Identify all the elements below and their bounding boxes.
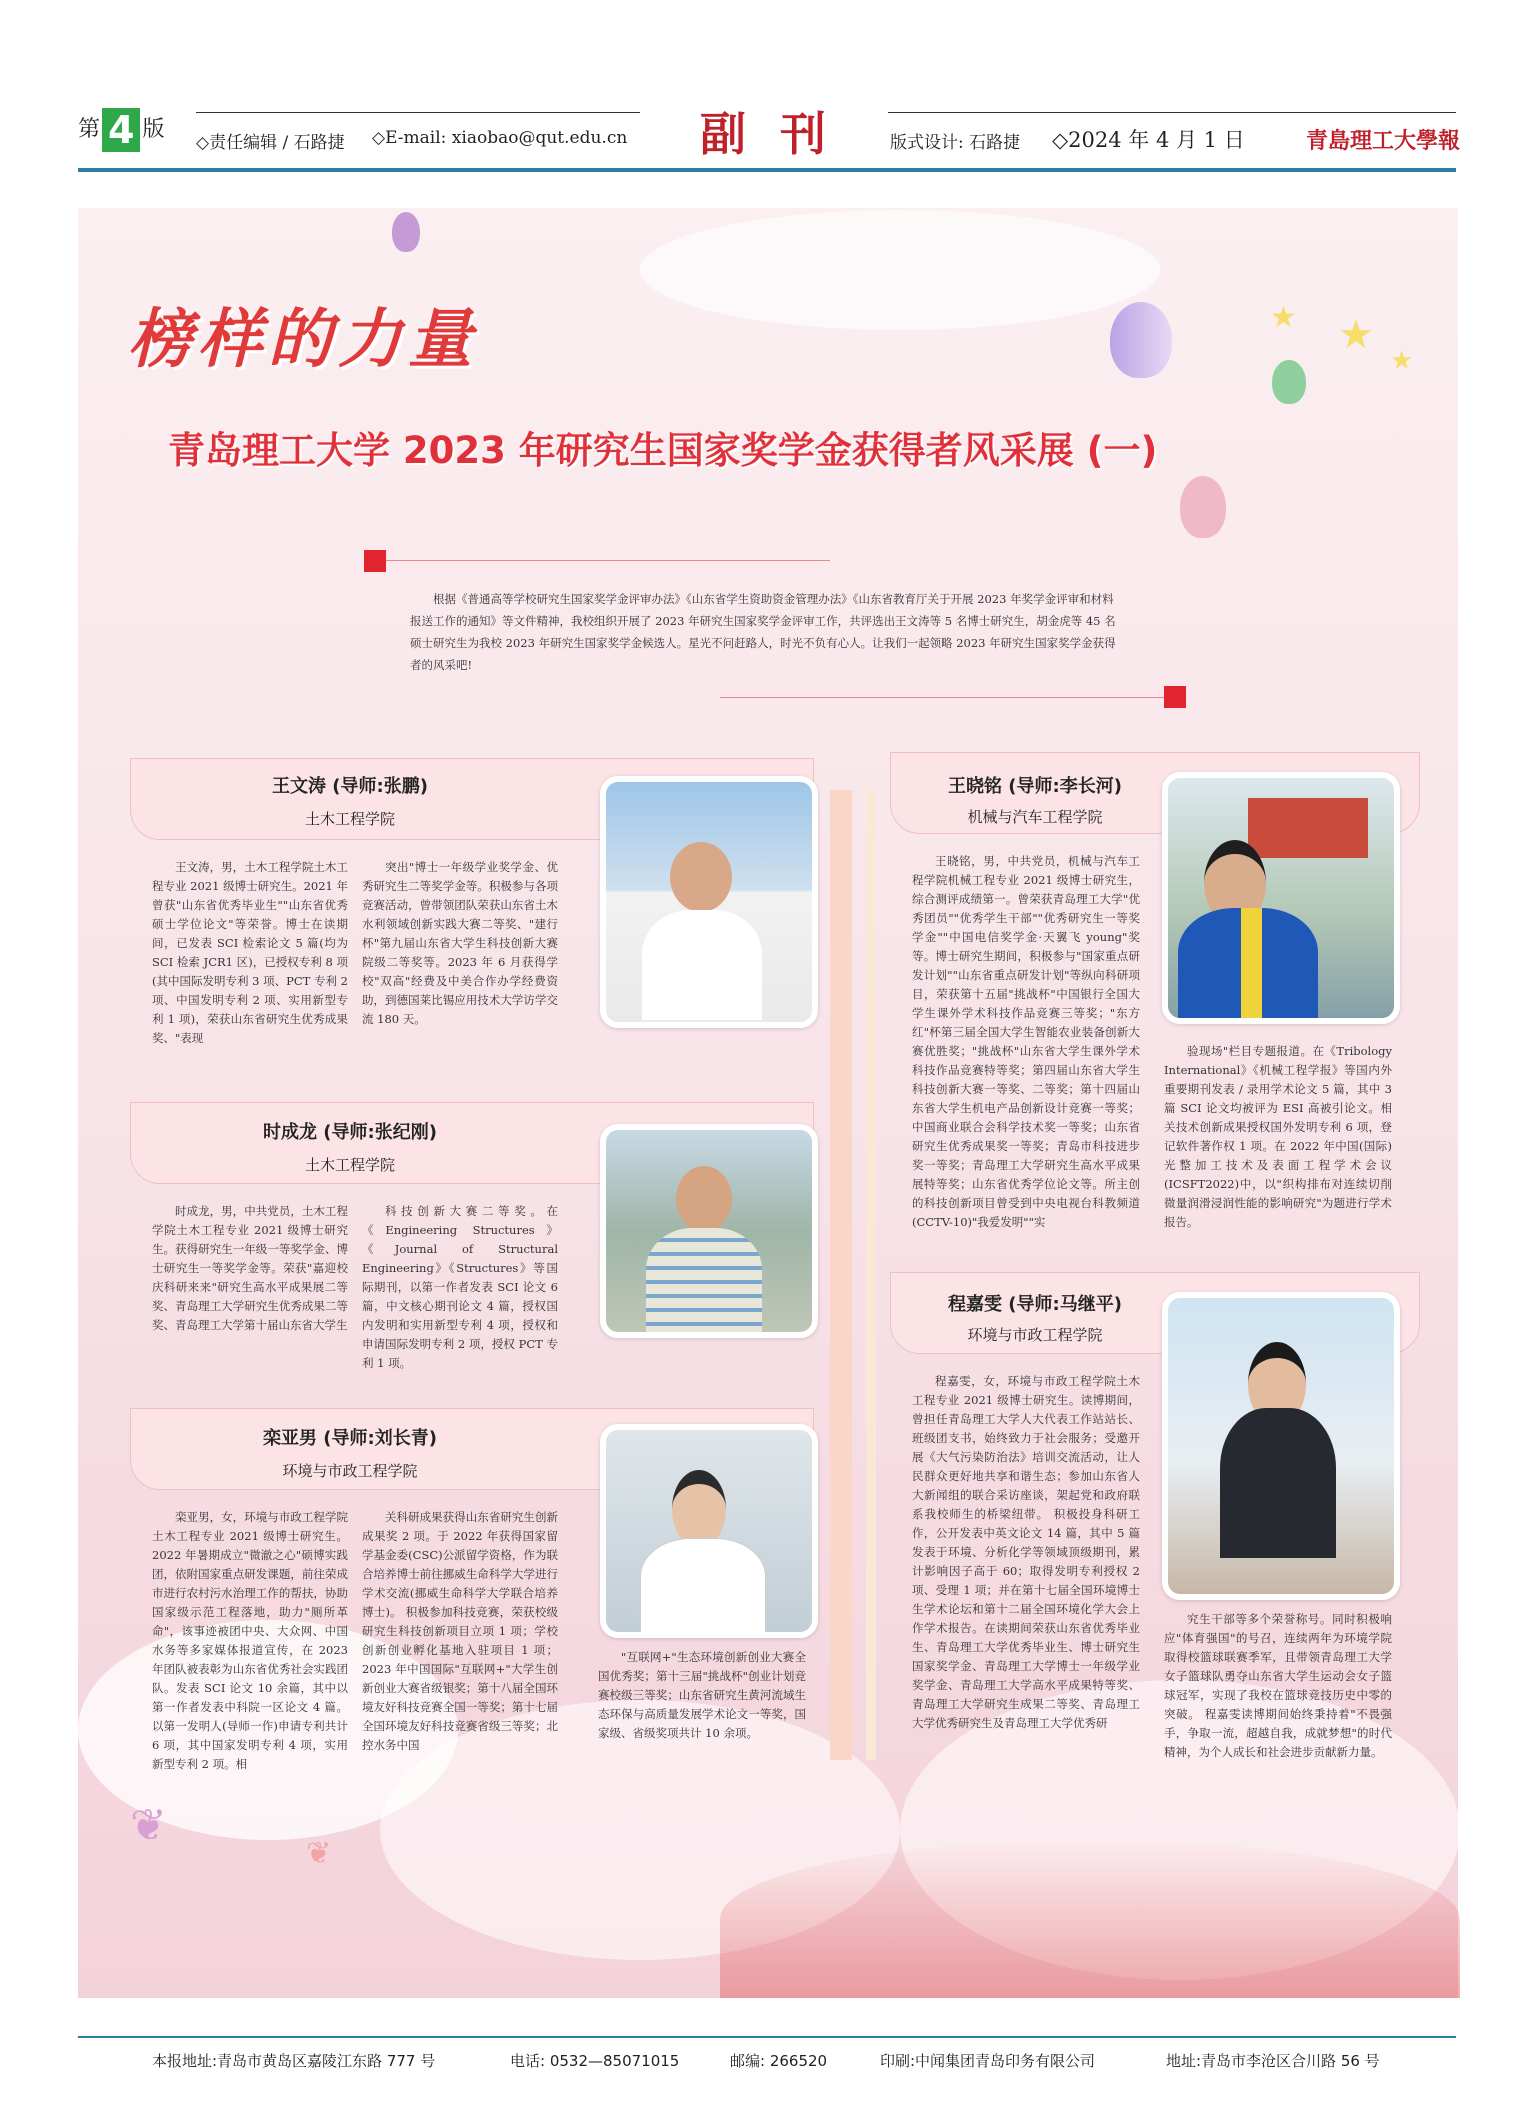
star-icon: ★: [1270, 300, 1297, 335]
profile-college: 环境与市政工程学院: [967, 1326, 1103, 1344]
butterfly-icon: ❦: [130, 1800, 167, 1851]
header-bottom-rule: [78, 168, 1456, 172]
column-divider: [866, 790, 876, 1760]
person-labcoat: [640, 1538, 766, 1634]
butterfly-icon: ❦: [306, 1836, 332, 1871]
profile-name: 程嘉雯 (导师:马继平): [948, 1294, 1122, 1315]
profile-college: 土木工程学院: [304, 810, 395, 828]
footer-phone: 电话: 0532—85071015: [510, 2052, 680, 2070]
page-number-label: [78, 108, 164, 152]
header-rule-right: [888, 112, 1456, 113]
profile-text-col2: 关科研成果获得山东省研究生创新成果奖 2 项。于 2022 年获得国家留学基金委(CSC)公派留学资格，作为联合培养博士前往挪威生命科学大学进行学术交流(挪威生命科学大学联合培养博士)。 积极参加科技竞赛，荣获校级研究生科技创新项目立项 1 项；学校创新创业孵化基地入驻项目 1 项；2023 年中国国际"互联网+"大学生创新创业大赛省级银奖；第十八届全国环境友好科技竞赛全国一等奖；第十七届全国环境友好科技竞赛省级三等奖；北控水务中国: [362, 1510, 558, 1752]
profile-photo: [600, 1424, 818, 1638]
profile-name: 时成龙 (导师:张纪刚): [263, 1122, 437, 1143]
footer-printer-address: 地址:青岛市李沧区合川路 56 号: [1166, 2052, 1380, 2070]
decor-line: [720, 697, 1164, 698]
profile-photo: [600, 776, 818, 1028]
person-shirt: [642, 910, 762, 1020]
star-icon: ★: [1390, 346, 1414, 376]
feature-subtitle: 青岛理工大学 2023 年研究生国家奖学金获得者风采展 (一): [168, 429, 1158, 472]
cloud-decoration: [640, 210, 1160, 330]
profile-photo: [1162, 1292, 1400, 1600]
profile-college: 土木工程学院: [304, 1156, 395, 1174]
intro-paragraph: 根据《普通高等学校研究生国家奖学金评审办法》《山东省学生资助资金管理办法》《山东省教育厅关于开展 2023 年奖学金评审和材料报送工作的通知》等文件精神，我校组织开展了 2023 年研究生国家奖学金评审工作，共评选出王文涛等 5 名博士研究生，胡金虎等 45 名硕士研究生为我校 2023 年研究生国家奖学金候选人。星光不问赶路人，时光不负有心人。让我们一起领略 2023 年研究生国家奖学金获得者的风采吧!: [410, 592, 1116, 672]
profile-photo: [1162, 772, 1400, 1024]
profile-text-col1: 王文涛，男，土木工程学院土木工程专业 2021 级博士研究生。2021 年曾获"山东省优秀毕业生""山东省优秀硕士学位论文"等荣誉。博士在读期间，已发表 SCI 检索论文 5 篇(均为 SCI 检索 JCR1 区)，已授权专利 8 项(其中国际发明专利 3 项、PCT 专利 2 项、中国发明专利 2 项、实用新型专利 1 项)，荣获山东省研究生优秀成果奖、"表现: [152, 860, 348, 1045]
profile-text-col2: 验现场"栏目专题报道。在《Tribology International》《机械工程学报》等国内外重要期刊发表 / 录用学术论文 5 篇，其中 3 篇 SCI 论文均被评为 ESI 高被引论文。相关技术创新成果授权国外发明专利 6 项，登记软件著作权 1 项。在 2022 年中国(国际)光整加工技术及表面工程学术会议(ICSFT2022)中，以"织构排布对连续切削微量润滑浸润性能的影响研究"为题进行学术报告。: [1164, 1044, 1392, 1229]
section-title: 副刊: [700, 107, 860, 161]
decor-square: [1164, 686, 1186, 708]
page-number-badge: 4: [102, 108, 140, 152]
feature-title: 榜样的力量: [128, 302, 478, 377]
footer-rule: [78, 2036, 1456, 2038]
person-face: [672, 1470, 726, 1548]
decor-square: [364, 550, 386, 572]
header-rule-left: [196, 112, 640, 113]
profile-text-col3: "互联网+"生态环境创新创业大赛全国优秀奖；第十三届"挑战杯"创业计划竞赛校级三等奖；山东省研究生黄河流域生态环保与高质量发展学术论文一等奖，国家级、省级奖项共计 10 余项。: [598, 1650, 806, 1740]
profile-text-col2: 科技创新大赛二等奖。在《Engineering Structures》《Journal of Structural Engineering》《Structures》等国际期刊，以第一作者发表 SCI 论文 6 篇，中文核心期刊论文 4 篇，授权国内发明和实用新型专利 4 项，授权和申请国际发明专利 2 项，授权 PCT 专利 1 项。: [362, 1204, 558, 1370]
profile-college: 机械与汽车工程学院: [967, 808, 1103, 826]
profile-name: 栾亚男 (导师:刘长青): [263, 1428, 437, 1449]
profile-text-col2: 突出"博士一年级学业奖学金、优秀研究生二等奖学金等。积极参与各项竞赛活动，曾带领团队荣获山东省土木水利领域创新实践大赛二等奖、"建行杯"第九届山东省大学生科技创新大赛院级二等奖等。2023 年 6 月获得学校"双高"经费及中美合作办学经费资助，到德国莱比锡应用技术大学访学交流 180 天。: [362, 860, 558, 1026]
profile-photo: [600, 1124, 818, 1338]
person-shirt: [646, 1228, 762, 1332]
email-credit: ◇E-mail: xiaobao@qut.edu.cn: [372, 128, 628, 148]
profile-name: 王晓铭 (导师:李长河): [948, 776, 1122, 797]
footer-printer: 印刷:中闻集团青岛印务有限公司: [880, 2052, 1096, 2070]
person-jacket: [1178, 908, 1318, 1018]
balloon-icon: [1180, 476, 1226, 538]
column-divider: [830, 790, 852, 1760]
profile-name: 王文涛 (导师:张鹏): [272, 776, 428, 797]
star-icon: ★: [1338, 312, 1374, 358]
person-jacket: [1220, 1408, 1336, 1558]
profile-text-col1: 栾亚男，女，环境与市政工程学院土木工程专业 2021 级博士研究生。2022 年暑期成立"微澈之心"硕博实践团，依附国家重点研发课题，前往荣成市进行农村污水治理工作的帮扶，协助国家级示范工程落地，助力"厕所革命"，该事迹被团中央、大众网、中国水务等多家媒体报道宣传，在 2023 年团队被表彰为山东省优秀社会实践团队。发表 SCI 论文 10 余篇，其中以第一作者发表中科院一区论文 4 篇。以第一发明人(导师一作)申请专利共计 6 项，其中国家发明专利 4 项，实用新型专利 2 项。相: [152, 1510, 348, 1771]
balloon-icon: [1110, 302, 1172, 378]
profile-college: 环境与市政工程学院: [282, 1462, 418, 1480]
balloon-icon: [1272, 360, 1306, 404]
balloon-icon: [392, 212, 420, 252]
layout-designer: 版式设计: 石路捷: [890, 133, 1021, 153]
paper-name: 青島理工大學報: [1306, 128, 1461, 154]
page-suffix: 版: [142, 117, 165, 142]
profile-text-col1: 王晓铭，男，中共党员，机械与汽车工程学院机械工程专业 2021 级博士研究生，综合测评成绩第一。曾荣获青岛理工大学"优秀团员""优秀学生干部""优秀研究生一等奖学金""中国电信奖学金·天翼飞 young"奖等。博士研究生期间，积极参与"国家重点研发计划""山东省重点研发计划"等纵向科研项目，荣获第十五届"挑战杯"中国银行全国大学生课外学术科技作品竞赛三等奖；"东方红"杯第三届全国大学生智能农业装备创新大赛优胜奖；"挑战杯"山东省大学生课外学术科技作品竞赛特等奖；第四届山东省大学生科技创新大赛一等奖、二等奖；第十四届山东省大学生机电产品创新设计竞赛一等奖；中国商业联合会科学技术奖一等奖；山东省研究生优秀成果奖一等奖；青岛市科技进步奖一等奖；青岛理工大学研究生高水平成果展特等奖；山东省优秀学位论文等。所主创的科技创新项目曾受到中央电视台科教频道(CCTV-10)"我爱发明""实: [912, 854, 1140, 1229]
person-face: [676, 1166, 732, 1232]
person-face: [670, 842, 732, 912]
pavilion-roof: [1248, 798, 1368, 858]
page-prefix: 第: [78, 117, 101, 142]
profile-text-col1: 时成龙，男，中共党员，土木工程学院土木工程专业 2021 级博士研究生。获得研究生一年级一等奖学金、博士研究生一等奖学金等。荣获"嘉迎校庆科研来来"研究生高水平成果展二等奖、青岛理工大学研究生优秀成果二等奖、青岛理工大学第十届山东省大学生: [152, 1204, 348, 1332]
profile-text-col1: 程嘉雯，女，环境与市政工程学院土木工程专业 2021 级博士研究生。读博期间，曾担任青岛理工大学人大代表工作站站长、班级团支书，始终致力于社会服务；受邀开展《大气污染防治法》培训交流活动，让人民群众更好地共享和谐生态；参加山东省人大新闻组的联合采访座谈，架起党和政府联系我校师生的桥梁纽带。 积极投身科研工作，公开发表中英文论文 14 篇，其中 5 篇发表于环境、分析化学等领域顶级期刊，累计影响因子高于 60；取得发明专利授权 2 项、受理 1 项；并在第十七届全国环境博士生学术论坛和第十二届全国环境化学大会上作学术报告。在读期间荣获山东省优秀毕业生、青岛理工大学优秀毕业生、博士研究生国家奖学金、青岛理工大学博士一年级学业奖学金、青岛理工大学高水平成果特等奖、青岛理工大学研究生成果二等奖、青岛理工大学优秀研究生及青岛理工大学优秀研: [912, 1374, 1140, 1730]
footer-address: 本报地址:青岛市黄岛区嘉陵江东路 777 号: [152, 2052, 436, 2070]
footer-postcode: 邮编: 266520: [730, 2052, 828, 2070]
editor-credit: ◇责任编辑 / 石路捷: [196, 133, 345, 153]
profile-text-col2: 究生干部等多个荣誉称号。同时积极响应"体育强国"的号召，连续两年为环境学院取得校篮球联赛季军，且带领青岛理工大学女子篮球队勇夺山东省大学生运动会女子篮球冠军，实现了我校在篮球竞技历史中零的突破。 程嘉雯读博期间始终秉持着"不畏强手，争取一流，超越自我，成就梦想"的时代精神，为个人成长和社会进步贡献新力量。: [1164, 1612, 1392, 1759]
celebration-silhouette: [720, 1840, 1460, 1998]
issue-date: ◇2024 年 4 月 1 日: [1052, 128, 1245, 152]
decor-line: [386, 560, 830, 561]
